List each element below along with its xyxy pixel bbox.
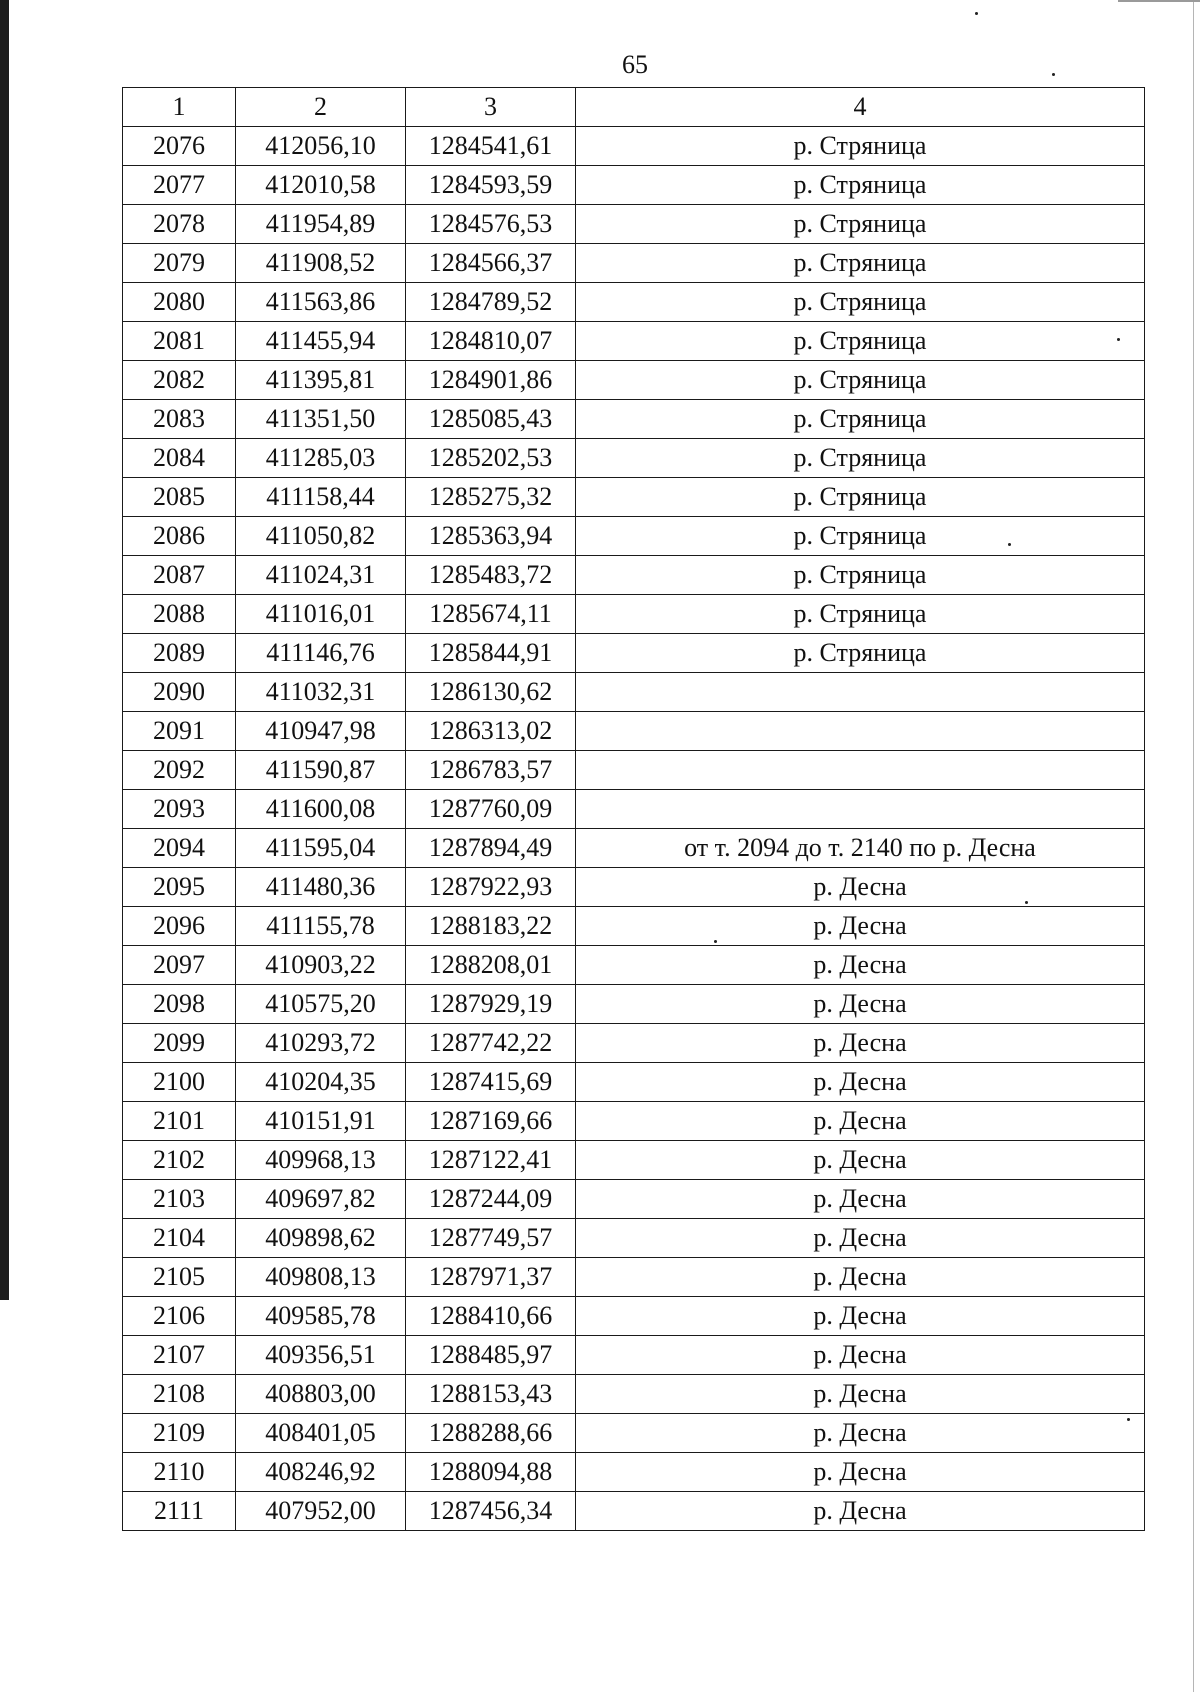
table-row: [123, 1297, 1145, 1336]
table-row: [123, 946, 1145, 985]
point-number-cell: 2094: [123, 829, 236, 868]
table-row: [123, 634, 1145, 673]
x-coordinate-cell: 409968,13: [236, 1141, 406, 1180]
x-coordinate-cell: 411024,31: [236, 556, 406, 595]
coordinates-table: [122, 87, 1145, 1531]
x-coordinate-cell: 410151,91: [236, 1102, 406, 1141]
y-coordinate-cell: 1287922,93: [406, 868, 576, 907]
x-coordinate-cell: 411395,81: [236, 361, 406, 400]
x-coordinate-cell: 411595,04: [236, 829, 406, 868]
column-header-1: 1: [123, 88, 236, 127]
y-coordinate-cell: 1287122,41: [406, 1141, 576, 1180]
x-coordinate-cell: 407952,00: [236, 1492, 406, 1531]
table-row: [123, 985, 1145, 1024]
y-coordinate-cell: 1286783,57: [406, 751, 576, 790]
y-coordinate-cell: 1284541,61: [406, 127, 576, 166]
description-cell: р. Десна: [576, 1219, 1145, 1258]
description-cell: р. Стряница: [576, 205, 1145, 244]
description-cell: р. Десна: [576, 868, 1145, 907]
point-number-cell: 2103: [123, 1180, 236, 1219]
column-header-2: 2: [236, 88, 406, 127]
y-coordinate-cell: 1285363,94: [406, 517, 576, 556]
page-number: 65: [622, 50, 648, 79]
description-cell: р. Десна: [576, 1063, 1145, 1102]
x-coordinate-cell: 408803,00: [236, 1375, 406, 1414]
table-row: [123, 205, 1145, 244]
table-row: [123, 361, 1145, 400]
y-coordinate-cell: 1288485,97: [406, 1336, 576, 1375]
table-row: [123, 751, 1145, 790]
description-cell: р. Стряница: [576, 322, 1145, 361]
point-number-cell: 2097: [123, 946, 236, 985]
y-coordinate-cell: 1286313,02: [406, 712, 576, 751]
table-row: [123, 322, 1145, 361]
x-coordinate-cell: 409356,51: [236, 1336, 406, 1375]
table-row: [123, 1102, 1145, 1141]
point-number-cell: 2077: [123, 166, 236, 205]
x-coordinate-cell: 411908,52: [236, 244, 406, 283]
description-cell: р. Десна: [576, 985, 1145, 1024]
description-cell: р. Стряница: [576, 478, 1145, 517]
y-coordinate-cell: 1284576,53: [406, 205, 576, 244]
table-row: [123, 1180, 1145, 1219]
y-coordinate-cell: 1284789,52: [406, 283, 576, 322]
point-number-cell: 2109: [123, 1414, 236, 1453]
point-number-cell: 2084: [123, 439, 236, 478]
point-number-cell: 2091: [123, 712, 236, 751]
description-cell: р. Стряница: [576, 244, 1145, 283]
point-number-cell: 2101: [123, 1102, 236, 1141]
table-header-row: [123, 88, 1145, 127]
y-coordinate-cell: 1287415,69: [406, 1063, 576, 1102]
x-coordinate-cell: 411563,86: [236, 283, 406, 322]
point-number-cell: 2081: [123, 322, 236, 361]
table-row: [123, 244, 1145, 283]
description-cell: р. Стряница: [576, 361, 1145, 400]
x-coordinate-cell: 410903,22: [236, 946, 406, 985]
description-cell: р. Стряница: [576, 595, 1145, 634]
description-cell: р. Десна: [576, 946, 1145, 985]
description-cell: р. Десна: [576, 907, 1145, 946]
x-coordinate-cell: 411351,50: [236, 400, 406, 439]
description-cell: р. Десна: [576, 1258, 1145, 1297]
x-coordinate-cell: 409808,13: [236, 1258, 406, 1297]
description-cell: р. Стряница: [576, 439, 1145, 478]
table-row: [123, 1063, 1145, 1102]
table-row: [123, 1453, 1145, 1492]
point-number-cell: 2096: [123, 907, 236, 946]
table-row: [123, 1024, 1145, 1063]
point-number-cell: 2079: [123, 244, 236, 283]
description-cell: р. Десна: [576, 1102, 1145, 1141]
y-coordinate-cell: 1288094,88: [406, 1453, 576, 1492]
description-cell: р. Стряница: [576, 517, 1145, 556]
description-cell: р. Десна: [576, 1297, 1145, 1336]
scan-speck: [975, 12, 978, 15]
point-number-cell: 2107: [123, 1336, 236, 1375]
table-row: [123, 1492, 1145, 1531]
description-cell: р. Десна: [576, 1414, 1145, 1453]
point-number-cell: 2098: [123, 985, 236, 1024]
x-coordinate-cell: 408401,05: [236, 1414, 406, 1453]
x-coordinate-cell: 409585,78: [236, 1297, 406, 1336]
point-number-cell: 2110: [123, 1453, 236, 1492]
y-coordinate-cell: 1288153,43: [406, 1375, 576, 1414]
point-number-cell: 2087: [123, 556, 236, 595]
x-coordinate-cell: 411016,01: [236, 595, 406, 634]
table-row: [123, 712, 1145, 751]
x-coordinate-cell: 411155,78: [236, 907, 406, 946]
point-number-cell: 2092: [123, 751, 236, 790]
y-coordinate-cell: 1287971,37: [406, 1258, 576, 1297]
table-row: [123, 829, 1145, 868]
x-coordinate-cell: 412010,58: [236, 166, 406, 205]
description-cell: р. Стряница: [576, 400, 1145, 439]
description-cell: [576, 751, 1145, 790]
x-coordinate-cell: 410575,20: [236, 985, 406, 1024]
y-coordinate-cell: 1287894,49: [406, 829, 576, 868]
x-coordinate-cell: 410947,98: [236, 712, 406, 751]
scan-border-right: [1193, 0, 1194, 1692]
x-coordinate-cell: 411455,94: [236, 322, 406, 361]
x-coordinate-cell: 408246,92: [236, 1453, 406, 1492]
table-row: [123, 556, 1145, 595]
y-coordinate-cell: 1285275,32: [406, 478, 576, 517]
x-coordinate-cell: 411050,82: [236, 517, 406, 556]
table-row: [123, 439, 1145, 478]
x-coordinate-cell: 411590,87: [236, 751, 406, 790]
y-coordinate-cell: 1288183,22: [406, 907, 576, 946]
y-coordinate-cell: 1286130,62: [406, 673, 576, 712]
coordinates-table-container: [122, 87, 1145, 1531]
table-row: [123, 868, 1145, 907]
y-coordinate-cell: 1284901,86: [406, 361, 576, 400]
y-coordinate-cell: 1287244,09: [406, 1180, 576, 1219]
point-number-cell: 2088: [123, 595, 236, 634]
table-row: [123, 1414, 1145, 1453]
description-cell: р. Стряница: [576, 127, 1145, 166]
y-coordinate-cell: 1285483,72: [406, 556, 576, 595]
scan-border-top: [1118, 0, 1200, 2]
table-row: [123, 1258, 1145, 1297]
y-coordinate-cell: 1287456,34: [406, 1492, 576, 1531]
point-number-cell: 2108: [123, 1375, 236, 1414]
description-cell: р. Стряница: [576, 556, 1145, 595]
point-number-cell: 2082: [123, 361, 236, 400]
point-number-cell: 2083: [123, 400, 236, 439]
description-cell: р. Десна: [576, 1024, 1145, 1063]
y-coordinate-cell: 1284810,07: [406, 322, 576, 361]
y-coordinate-cell: 1287742,22: [406, 1024, 576, 1063]
x-coordinate-cell: 411600,08: [236, 790, 406, 829]
y-coordinate-cell: 1287169,66: [406, 1102, 576, 1141]
x-coordinate-cell: 412056,10: [236, 127, 406, 166]
y-coordinate-cell: 1285202,53: [406, 439, 576, 478]
x-coordinate-cell: 410204,35: [236, 1063, 406, 1102]
point-number-cell: 2100: [123, 1063, 236, 1102]
point-number-cell: 2093: [123, 790, 236, 829]
description-cell: [576, 790, 1145, 829]
y-coordinate-cell: 1285844,91: [406, 634, 576, 673]
table-row: [123, 166, 1145, 205]
point-number-cell: 2076: [123, 127, 236, 166]
description-cell: [576, 712, 1145, 751]
table-row: [123, 790, 1145, 829]
point-number-cell: 2090: [123, 673, 236, 712]
point-number-cell: 2078: [123, 205, 236, 244]
x-coordinate-cell: 409898,62: [236, 1219, 406, 1258]
y-coordinate-cell: 1287929,19: [406, 985, 576, 1024]
description-cell: р. Стряница: [576, 166, 1145, 205]
column-header-3: 3: [406, 88, 576, 127]
table-row: [123, 1336, 1145, 1375]
table-row: [123, 478, 1145, 517]
y-coordinate-cell: 1284593,59: [406, 166, 576, 205]
table-row: [123, 283, 1145, 322]
description-cell: [576, 673, 1145, 712]
scan-border-left: [0, 0, 9, 1300]
column-header-4: 4: [576, 88, 1145, 127]
y-coordinate-cell: 1288288,66: [406, 1414, 576, 1453]
y-coordinate-cell: 1285674,11: [406, 595, 576, 634]
description-cell: от т. 2094 до т. 2140 по р. Десна: [576, 829, 1145, 868]
point-number-cell: 2099: [123, 1024, 236, 1063]
y-coordinate-cell: 1287749,57: [406, 1219, 576, 1258]
x-coordinate-cell: 411954,89: [236, 205, 406, 244]
table-row: [123, 127, 1145, 166]
table-row: [123, 400, 1145, 439]
point-number-cell: 2106: [123, 1297, 236, 1336]
point-number-cell: 2111: [123, 1492, 236, 1531]
x-coordinate-cell: 410293,72: [236, 1024, 406, 1063]
table-row: [123, 907, 1145, 946]
x-coordinate-cell: 411146,76: [236, 634, 406, 673]
table-row: [123, 673, 1145, 712]
x-coordinate-cell: 409697,82: [236, 1180, 406, 1219]
y-coordinate-cell: 1288208,01: [406, 946, 576, 985]
point-number-cell: 2089: [123, 634, 236, 673]
point-number-cell: 2104: [123, 1219, 236, 1258]
description-cell: р. Десна: [576, 1375, 1145, 1414]
description-cell: р. Десна: [576, 1492, 1145, 1531]
point-number-cell: 2102: [123, 1141, 236, 1180]
table-row: [123, 1141, 1145, 1180]
x-coordinate-cell: 411158,44: [236, 478, 406, 517]
table-row: [123, 595, 1145, 634]
table-row: [123, 1219, 1145, 1258]
y-coordinate-cell: 1288410,66: [406, 1297, 576, 1336]
table-row: [123, 517, 1145, 556]
x-coordinate-cell: 411285,03: [236, 439, 406, 478]
x-coordinate-cell: 411032,31: [236, 673, 406, 712]
point-number-cell: 2105: [123, 1258, 236, 1297]
point-number-cell: 2080: [123, 283, 236, 322]
y-coordinate-cell: 1284566,37: [406, 244, 576, 283]
x-coordinate-cell: 411480,36: [236, 868, 406, 907]
table-body: [123, 127, 1145, 1531]
point-number-cell: 2085: [123, 478, 236, 517]
point-number-cell: 2095: [123, 868, 236, 907]
description-cell: р. Десна: [576, 1453, 1145, 1492]
table-row: [123, 1375, 1145, 1414]
point-number-cell: 2086: [123, 517, 236, 556]
description-cell: р. Стряница: [576, 283, 1145, 322]
description-cell: р. Десна: [576, 1141, 1145, 1180]
description-cell: р. Десна: [576, 1180, 1145, 1219]
y-coordinate-cell: 1287760,09: [406, 790, 576, 829]
description-cell: р. Стряница: [576, 634, 1145, 673]
description-cell: р. Десна: [576, 1336, 1145, 1375]
y-coordinate-cell: 1285085,43: [406, 400, 576, 439]
